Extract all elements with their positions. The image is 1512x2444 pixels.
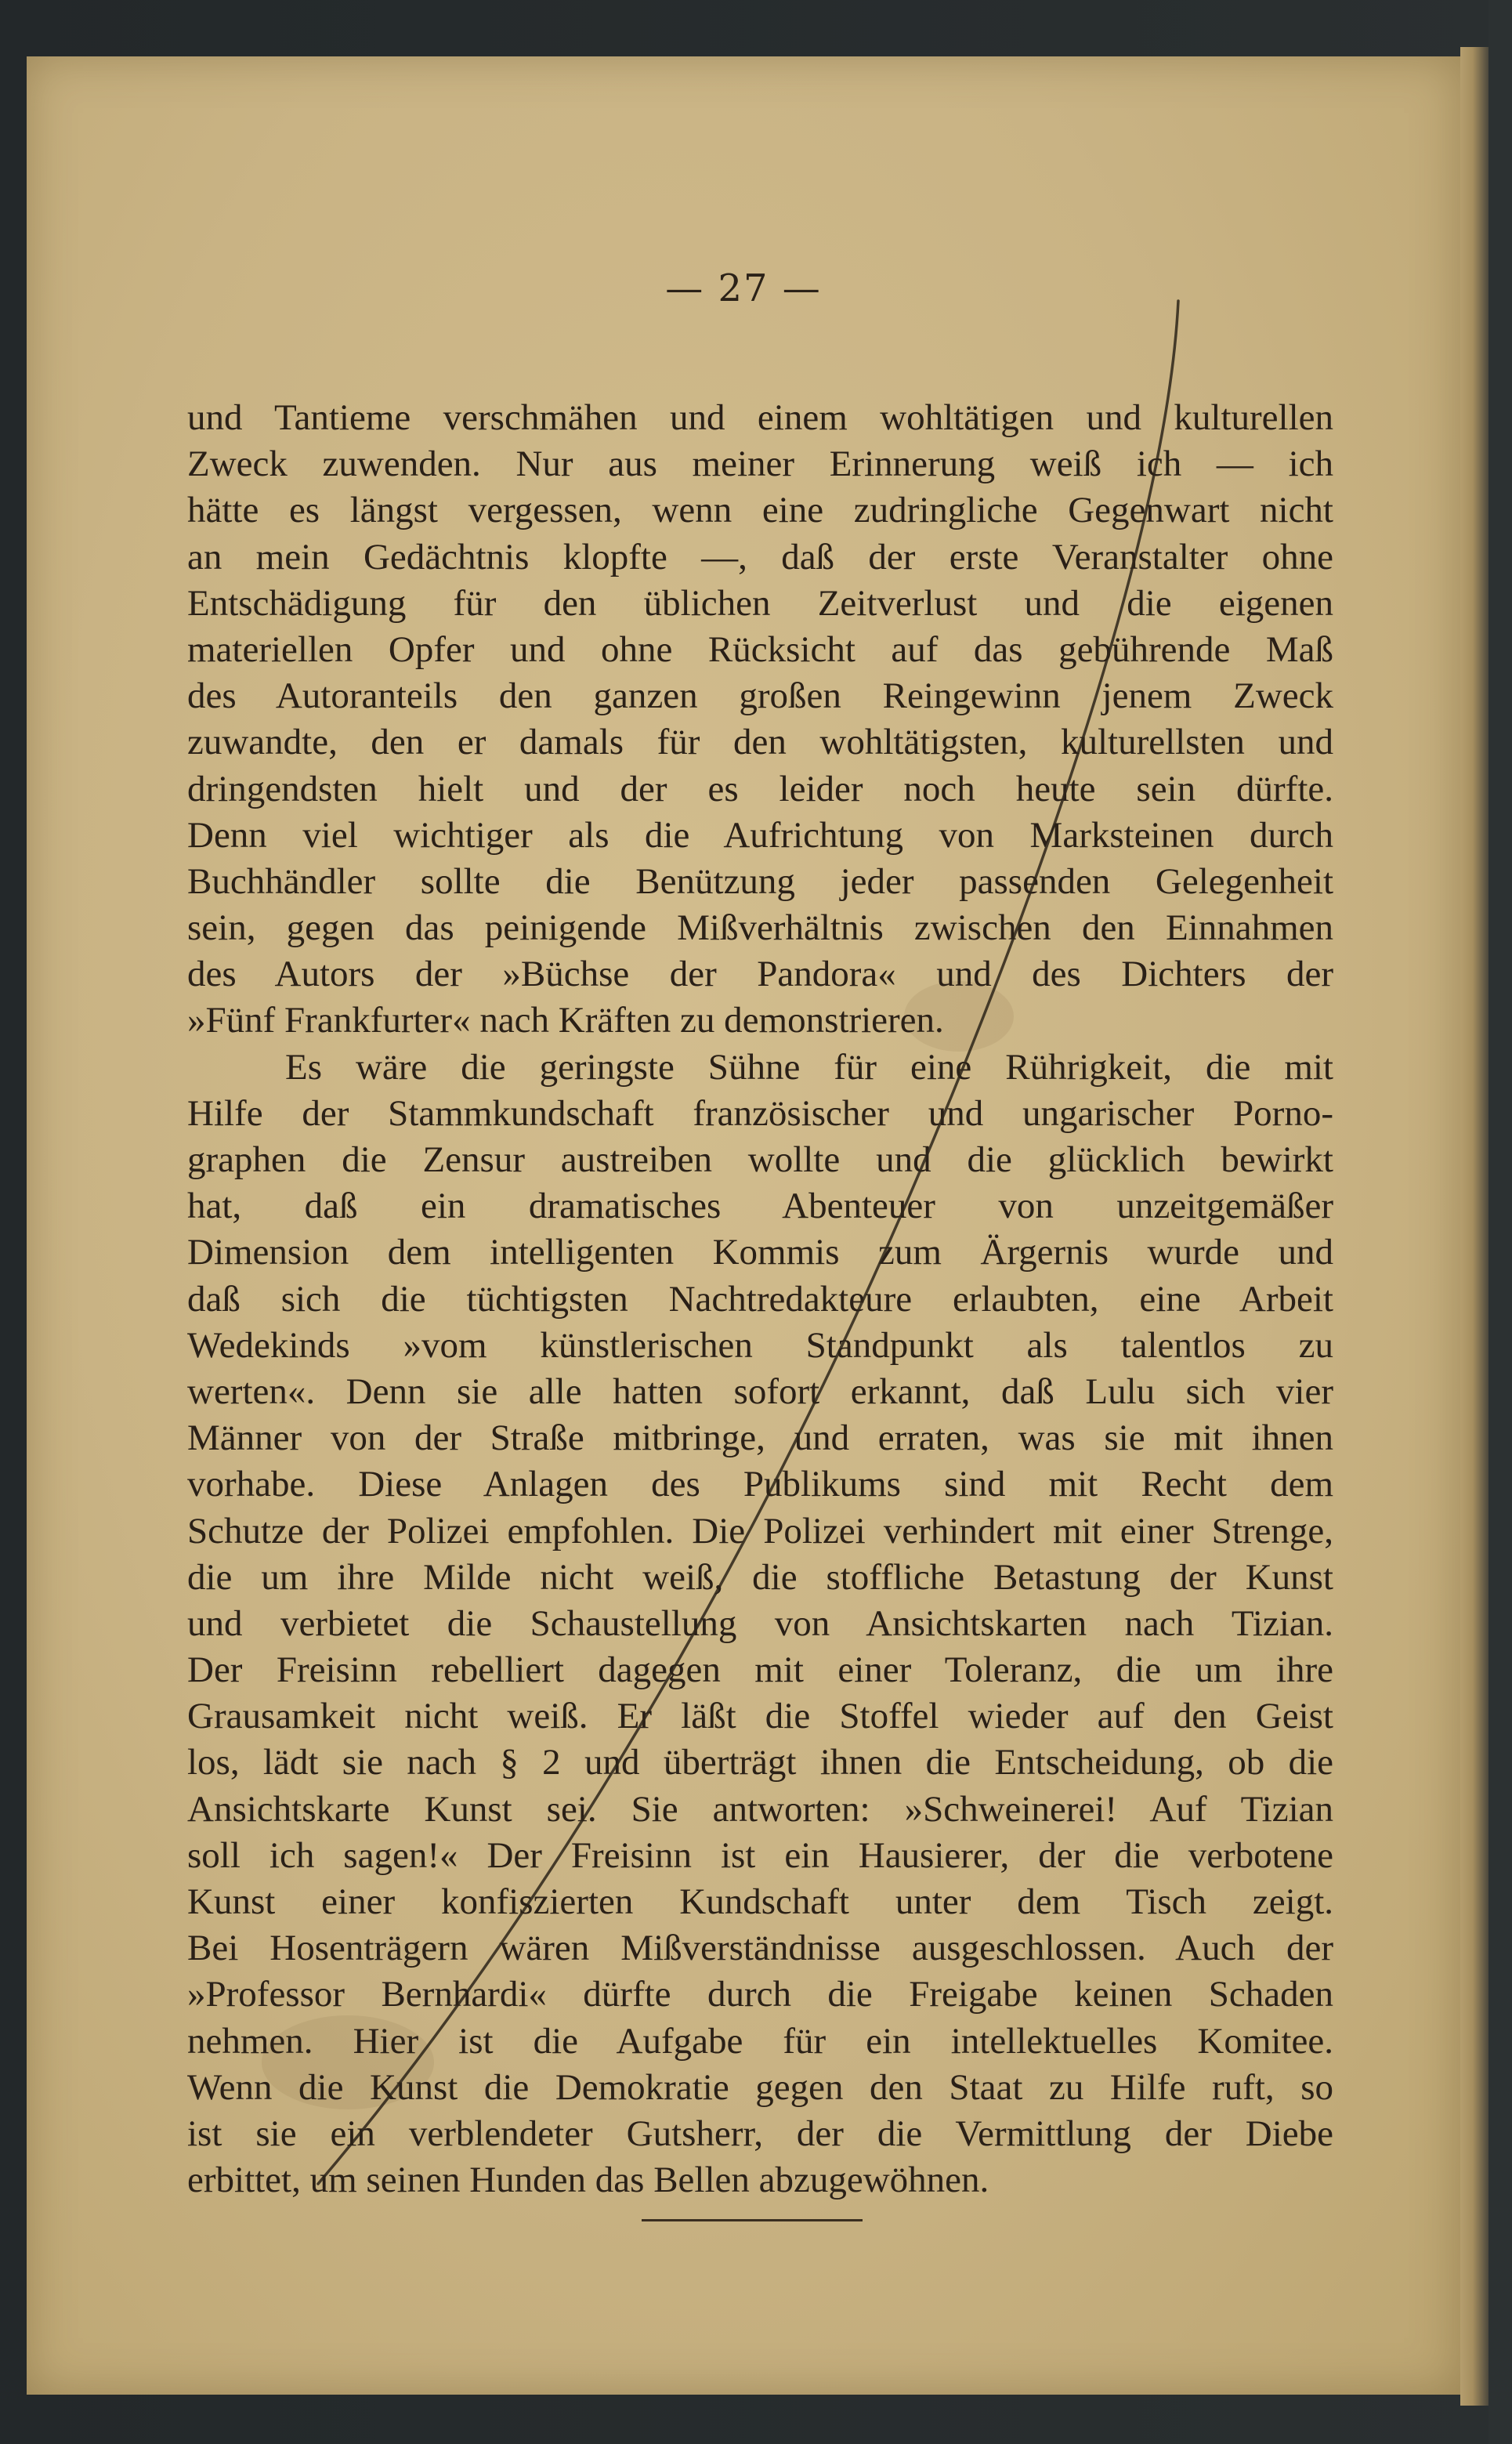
text-line: Denn viel wichtiger als die Aufrichtung von Marksteinen durch: [187, 814, 1333, 856]
text-line: zuwandte, den er damals für den wohltätigsten, kulturellsten und: [187, 722, 1333, 763]
text-line: Männer von der Straße mitbringe, und erraten, was sie mit ihnen: [187, 1418, 1333, 1459]
text-line: los, lädt sie nach § 2 und überträgt ihnen die Entscheidung, ob die: [187, 1742, 1333, 1783]
text-line: an mein Gedächtnis klopfte —, daß der erste Veranstalter ohne: [187, 536, 1333, 578]
text-line: Hilfe der Stammkundschaft französischer und ungarischer Porno-: [187, 1092, 1333, 1134]
text-line: die um ihre Milde nicht weiß, die stoffliche Betastung der Kunst: [187, 1556, 1333, 1598]
text-line: erbittet, um seinen Hunden das Bellen abzugewöhnen.: [187, 2160, 989, 2201]
text-line: des Autors der »Büchse der Pandora« und des Dichters der: [187, 954, 1333, 995]
text-line: Entschädigung für den üblichen Zeitverlust und die eigenen: [187, 582, 1333, 624]
text-line: Ansichtskarte Kunst sei. Sie antworten: »Schweinerei! Auf Tizian: [187, 1788, 1333, 1830]
text-line: und verbietet die Schaustellung von Ansichtskarten nach Tizian.: [187, 1602, 1333, 1644]
text-line: »Professor Bernhardi« dürfte durch die Freigabe keinen Schaden: [187, 1974, 1333, 2015]
page-edge: [1460, 47, 1492, 2406]
text-line: Schutze der Polizei empfohlen. Die Polizei verhindert mit einer Strenge,: [187, 1510, 1333, 1551]
text-line: soll ich sagen!« Der Freisinn ist ein Hausierer, der die verbotene: [187, 1834, 1333, 1876]
text-line: Bei Hosenträgern wären Mißverständnisse ausgeschlossen. Auch der: [187, 1928, 1333, 1969]
text-line: graphen die Zensur austreiben wollte und die glücklich bewirkt: [187, 1139, 1333, 1180]
book-spine: [1488, 0, 1512, 2444]
end-rule: [642, 2219, 863, 2221]
text-line: werten«. Denn sie alle hatten sofort erkannt, daß Lulu sich vier: [187, 1370, 1333, 1412]
book-page: [27, 56, 1460, 2395]
text-line: daß sich die tüchtigsten Nachtredakteure erlaubten, eine Arbeit: [187, 1278, 1333, 1320]
text-line: nehmen. Hier ist die Aufgabe für ein intellektuelles Komitee.: [187, 2020, 1333, 2062]
text-line: Wenn die Kunst die Demokratie gegen den Staat zu Hilfe ruft, so: [187, 2066, 1333, 2108]
text-line: des Autoranteils den ganzen großen Reingewinn jenem Zweck: [187, 675, 1333, 717]
paragraph-2: [187, 1045, 1333, 2204]
text-line: sein, gegen das peinigende Mißverhältnis zwischen den Einnahmen: [187, 907, 1333, 949]
text-line: Wedekinds »vom künstlerischen Standpunkt als talentlos zu: [187, 1324, 1333, 1366]
paragraph-1: [187, 395, 1333, 1045]
text-line: Dimension dem intelligenten Kommis zum Ärgernis wurde und: [187, 1232, 1333, 1273]
text-line: Kunst einer konfiszierten Kundschaft unter dem Tisch zeigt.: [187, 1881, 1333, 1922]
text-line: Zweck zuwenden. Nur aus meiner Erinnerung weiß ich — ich: [187, 444, 1333, 485]
text-line: »Fünf Frankfurter« nach Kräften zu demonstrieren.: [187, 1000, 944, 1041]
text-line: vorhabe. Diese Anlagen des Publikums sind mit Recht dem: [187, 1464, 1333, 1505]
text-line: materiellen Opfer und ohne Rücksicht auf das gebührende Maß: [187, 628, 1333, 670]
text-line: Grausamkeit nicht weiß. Er läßt die Stoffel wieder auf den Geist: [187, 1696, 1333, 1737]
page-number: — 27 —: [665, 266, 822, 310]
text-line: hat, daß ein dramatisches Abenteuer von unzeitgemäßer: [187, 1186, 1333, 1227]
text-line: Es wäre die geringste Sühne für eine Rührigkeit, die mit: [285, 1046, 1333, 1088]
body-text: [187, 395, 1333, 2203]
text-line: dringendsten hielt und der es leider noch heute sein dürfte.: [187, 768, 1333, 809]
text-line: hätte es längst vergessen, wenn eine zudringliche Gegenwart nicht: [187, 490, 1333, 531]
text-line: und Tantieme verschmähen und einem wohltätigen und kulturellen: [187, 397, 1333, 438]
text-line: Buchhändler sollte die Benützung jeder passenden Gelegenheit: [187, 860, 1333, 902]
text-line: Der Freisinn rebelliert dagegen mit einer Toleranz, die um ihre: [187, 1649, 1333, 1691]
text-line: ist sie ein verblendeter Gutsherr, der die Vermittlung der Diebe: [187, 2113, 1333, 2154]
